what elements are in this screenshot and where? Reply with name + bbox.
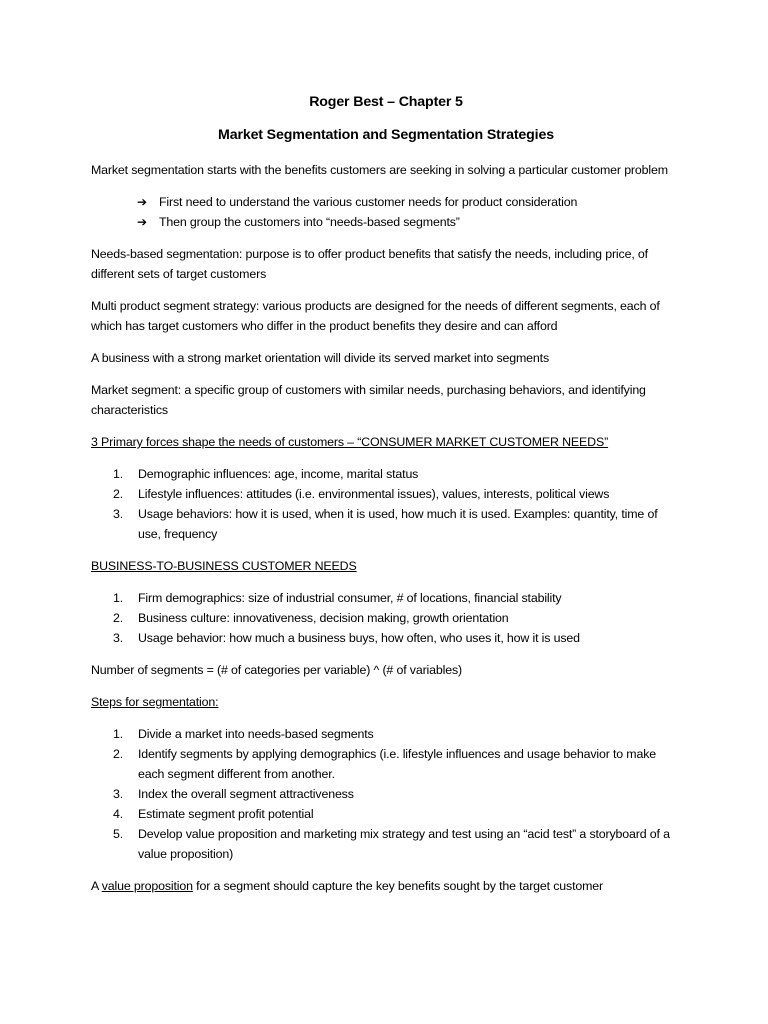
value-proposition-prefix: A (91, 879, 102, 893)
document-subtitle: Market Segmentation and Segmentation Strategies (218, 127, 554, 143)
market-segment-paragraph (91, 380, 681, 420)
list-item-number: 1. (113, 467, 124, 481)
list-item-text: Firm demographics: size of industrial consumer, # of locations, financial stability (138, 591, 562, 605)
strong-orientation-paragraph: A business with a strong market orientation will divide its served market into segments (91, 351, 550, 365)
list-item-text: Demographic influences: age, income, marital status (138, 467, 419, 481)
list-item-number: 1. (113, 591, 124, 605)
value-proposition-paragraph (91, 876, 681, 896)
multi-product-term: Multi product segment strategy: (91, 299, 260, 313)
document-body (91, 92, 681, 896)
list-item-text: Usage behavior: how much a business buys, how often, who uses it, how it is used (138, 631, 580, 645)
list-item (113, 464, 681, 484)
list-item-text: Lifestyle influences: attitudes (i.e. environmental issues), values, interests, political views (138, 487, 610, 501)
arrow-list-item (137, 192, 681, 212)
list-item-text: Develop value proposition and marketing mix strategy and test using an “acid test” a storyboard of a value proposition) (138, 827, 670, 861)
list-item-number: 2. (113, 747, 124, 761)
list-item (113, 588, 681, 608)
list-item-text: Estimate segment profit potential (138, 807, 314, 821)
b2b-needs-list (91, 588, 681, 648)
multi-product-paragraph (91, 296, 681, 336)
consumer-needs-heading: 3 Primary forces shape the needs of customers – “CONSUMER MARKET CUSTOMER NEEDS” (91, 435, 609, 449)
needs-based-paragraph (91, 244, 681, 284)
list-item (113, 724, 681, 744)
list-item-number: 5. (113, 827, 124, 841)
list-item (113, 804, 681, 824)
needs-based-text: purpose is to offer product benefits that satisfy the needs, including price, of different sets of target customers (91, 247, 648, 281)
list-item (113, 484, 681, 504)
list-item-text: Usage behaviors: how it is used, when it is used, how much it is used. Examples: quantity, time of use, frequency (138, 507, 658, 541)
list-item-text: Identify segments by applying demographics (i.e. lifestyle influences and usage behavior to make each segment different from another. (138, 747, 657, 781)
list-item-text: Divide a market into needs-based segments (138, 727, 374, 741)
list-item-text: Index the overall segment attractiveness (138, 787, 354, 801)
value-proposition-term: value proposition (101, 879, 193, 893)
list-item (113, 608, 681, 628)
segments-formula-paragraph: Number of segments = (# of categories per variable) ^ (# of variables) (91, 663, 462, 677)
list-item (113, 504, 681, 544)
multi-product-text: various products are designed for the needs of different segments, each of which has target customers who differ in the product benefits they desire and can afford (91, 299, 660, 333)
arrow-list-item-text: First need to understand the various customer needs for product consideration (159, 195, 578, 209)
needs-based-term: Needs-based segmentation: (91, 247, 243, 261)
list-item-number: 2. (113, 487, 124, 501)
market-segment-term: Market segment: (91, 383, 182, 397)
arrow-right-icon: ➔ (137, 195, 147, 209)
arrow-list-item-text: Then group the customers into “needs-based segments” (159, 215, 460, 229)
list-item-number: 1. (113, 727, 124, 741)
b2b-needs-heading: BUSINESS-TO-BUSINESS CUSTOMER NEEDS (91, 559, 357, 573)
list-item-number: 4. (113, 807, 124, 821)
steps-heading: Steps for segmentation: (91, 695, 219, 709)
list-item (113, 824, 681, 864)
list-item (113, 784, 681, 804)
steps-list (91, 724, 681, 864)
consumer-needs-list (91, 464, 681, 544)
list-item (113, 744, 681, 784)
arrow-right-icon: ➔ (137, 215, 147, 229)
list-item-number: 2. (113, 611, 124, 625)
list-item-number: 3. (113, 507, 124, 521)
list-item-number: 3. (113, 787, 124, 801)
intro-paragraph: Market segmentation starts with the benefits customers are seeking in solving a particular customer problem (91, 163, 668, 177)
list-item (113, 628, 681, 648)
value-proposition-text: for a segment should capture the key benefits sought by the target customer (192, 879, 603, 893)
market-segment-text: a specific group of customers with similar needs, purchasing behaviors, and identifying characteristics (91, 383, 646, 417)
document-title: Roger Best – Chapter 5 (309, 94, 463, 110)
list-item-number: 3. (113, 631, 124, 645)
arrow-list (91, 192, 681, 232)
arrow-list-item (137, 212, 681, 232)
list-item-text: Business culture: innovativeness, decision making, growth orientation (138, 611, 509, 625)
